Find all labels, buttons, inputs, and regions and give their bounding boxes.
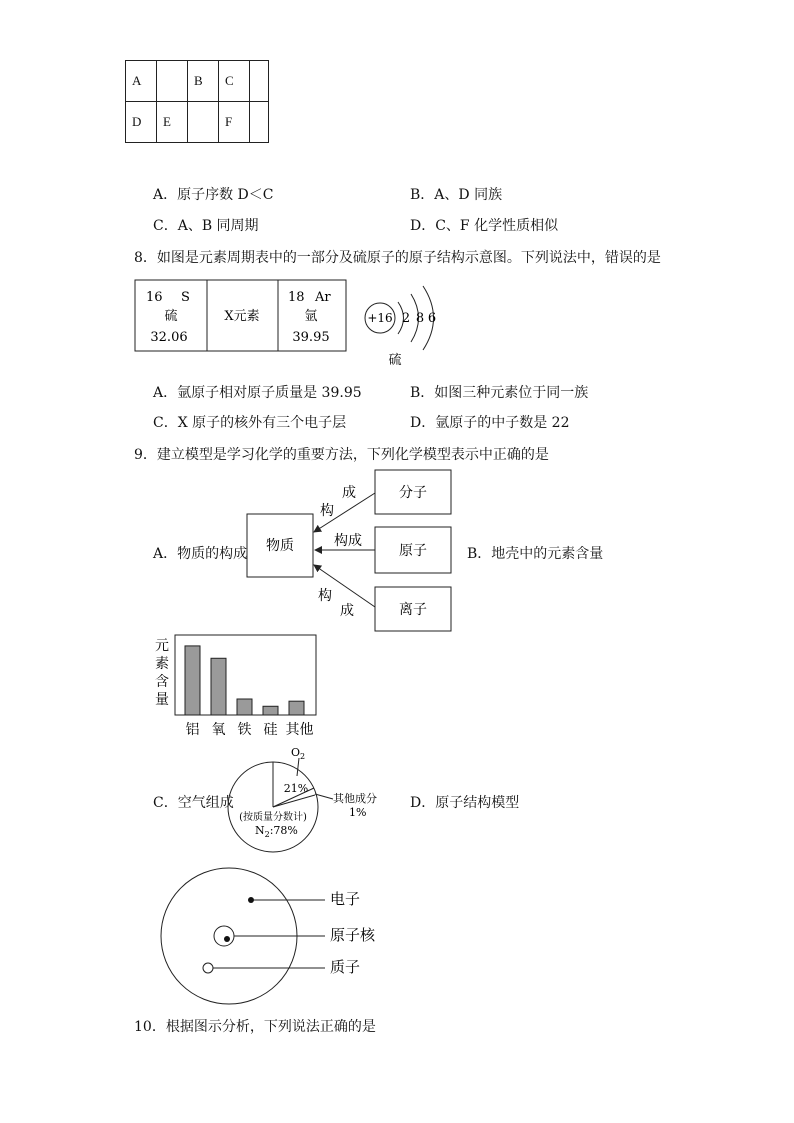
q7-option-c[interactable]: C．A、B 同周期 [153, 218, 259, 234]
q8-option-d[interactable]: D．氩原子的中子数是 22 [410, 415, 570, 431]
arrow-label: 成 [340, 603, 354, 619]
q8-stem: 8．如图是元素周期表中的一部分及硫原子的原子结构示意图。下列说法中，错误的是 [134, 250, 661, 266]
category-label: 硅 [263, 722, 278, 738]
arrow-label: 构 [318, 588, 332, 604]
category-label: 氧 [211, 722, 226, 738]
bar-chart [148, 630, 328, 742]
molecule-label: 分子 [399, 485, 427, 501]
shell-count: 8 [415, 311, 425, 326]
other-leader [315, 794, 333, 799]
cell3-mass: 39.95 [292, 330, 330, 345]
q9-stem: 9．建立模型是学习化学的重要方法，下列化学模型表示中正确的是 [134, 447, 549, 463]
q9-option-a[interactable]: A．物质的构成 [153, 546, 248, 562]
ylabel-char: 含 [155, 674, 169, 690]
other-label: 其他成分 [333, 792, 377, 805]
o2-percent: 21% [283, 782, 309, 795]
grid-cell [250, 61, 269, 102]
nucleus-charge: +16 [367, 311, 393, 325]
nucleus-circle [214, 926, 234, 946]
q9-option-d[interactable]: D．原子结构模型 [410, 795, 520, 811]
q8-figure [130, 275, 450, 375]
grid-cell: D [126, 102, 157, 143]
arrow-label: 成 [342, 485, 356, 501]
bar-其他 [289, 701, 304, 715]
air-pie-chart [225, 742, 395, 858]
shell-count: 6 [427, 311, 437, 326]
category-label: 铝 [185, 722, 200, 738]
bar-铝 [185, 646, 200, 715]
cell1-number: 16 [146, 290, 163, 305]
ion-label: 离子 [399, 602, 427, 618]
q7-option-b[interactable]: B．A、D 同族 [410, 187, 503, 203]
proton-circle [203, 963, 213, 973]
cell1-name: 硫 [164, 309, 178, 324]
grid-row [126, 61, 269, 102]
q8-option-c[interactable]: C．X 原子的核外有三个电子层 [153, 415, 347, 431]
grid-cell: B [188, 61, 219, 102]
pie-note: (按质量分数计) [239, 812, 307, 823]
other-percent: 1% [349, 806, 367, 819]
periodic-grid [125, 60, 269, 143]
bar-硅 [263, 706, 278, 715]
grid-cell: F [219, 102, 250, 143]
nucleus-label: 原子核 [330, 926, 376, 944]
ylabel-char: 元 [155, 638, 169, 654]
category-label: 其他 [285, 722, 314, 738]
grid-cell [188, 102, 219, 143]
category-labels [186, 721, 314, 738]
shell-count: 2 [401, 311, 411, 326]
cell1-mass: 32.06 [150, 330, 188, 345]
grid-cell [157, 61, 188, 102]
q8-option-b[interactable]: B．如图三种元素位于同一族 [410, 385, 589, 401]
grid-cell [250, 102, 269, 143]
bar-铁 [237, 699, 252, 715]
cell3-name: 氩 [304, 309, 318, 324]
bars-group [185, 646, 304, 715]
q8-option-a[interactable]: A．氩原子相对原子质量是 39.95 [153, 385, 362, 401]
grid-cell: C [219, 61, 250, 102]
category-label: 铁 [237, 722, 252, 738]
atom-label: 原子 [399, 543, 427, 559]
cell2-name: X元素 [224, 309, 260, 324]
atom-model [155, 866, 395, 1016]
q7-option-a[interactable]: A．原子序数 D＜C [153, 187, 274, 203]
o2-label: $O_2$ [291, 746, 306, 761]
q7-option-d[interactable]: D．C、F 化学性质相似 [410, 218, 559, 234]
grid-cell: E [157, 102, 188, 143]
arrow-label: 构 [320, 503, 334, 519]
grid-row [126, 102, 269, 143]
q10-stem: 10．根据图示分析，下列说法正确的是 [134, 1019, 376, 1035]
substance-label: 物质 [266, 538, 294, 554]
cell1-symbol: S [181, 290, 190, 305]
q9-option-c[interactable]: C．空气组成 [153, 795, 234, 811]
grid-cell: A [126, 61, 157, 102]
electron-label: 电子 [330, 890, 361, 908]
electron-dot [248, 897, 254, 903]
composition-diagram [240, 462, 460, 637]
nucleus-dot [224, 936, 230, 942]
ylabel-char: 素 [155, 656, 169, 672]
ylabel-char: 量 [155, 692, 169, 708]
proton-label: 质子 [330, 958, 361, 976]
cell3-symbol: Ar [315, 290, 331, 305]
arrow-label: 构成 [334, 533, 362, 549]
atom-label: 硫 [388, 353, 402, 368]
n2-label: $N_2:78\%$ [255, 824, 298, 839]
bar-氧 [211, 658, 226, 715]
q9-option-b[interactable]: B．地壳中的元素含量 [467, 546, 604, 562]
o2-leader [297, 758, 299, 776]
cell3-number: 18 [288, 290, 305, 305]
